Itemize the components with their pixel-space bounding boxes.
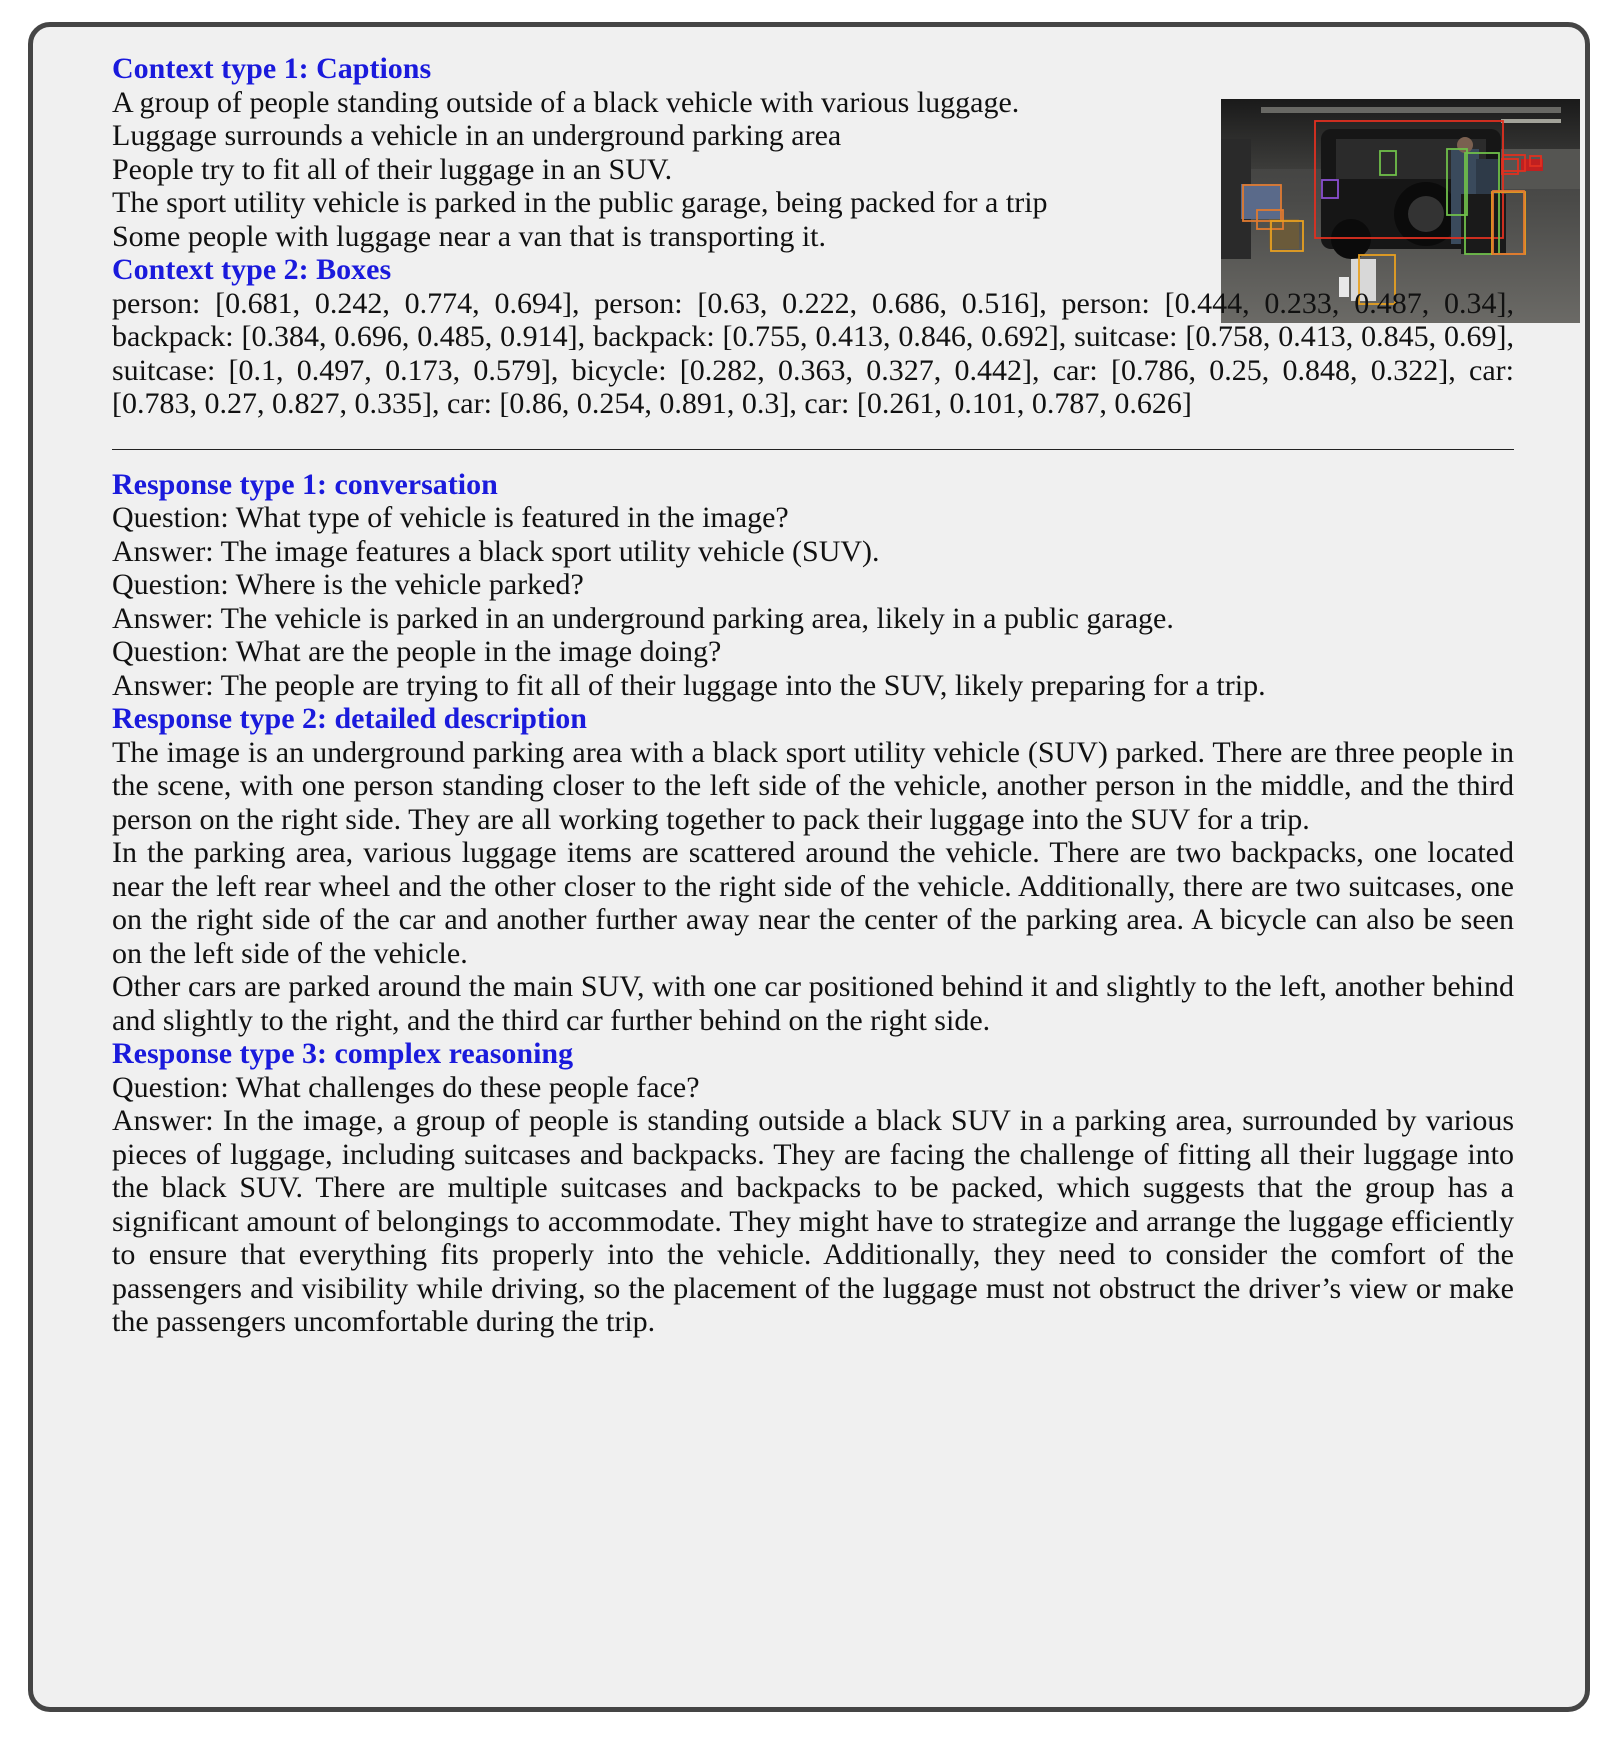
- description-paragraph: In the parking area, various luggage items are scattered around the vehicle. There are two backpacks, one located near the left rear wheel and the other closer to the right side of the vehicle. Additionally, there are two suitcases, one on the right side of the car and another further away near the center of the parking area. A bicycle can also be seen on the left side of the vehicle.: [112, 836, 1514, 970]
- caption-line: Some people with luggage near a van that is transporting it.: [112, 219, 826, 253]
- conversation-line: Answer: The vehicle is parked in an underground parking area, likely in a public garage.: [112, 601, 1174, 635]
- conversation-line: Question: What type of vehicle is featured in the image?: [112, 501, 789, 534]
- reasoning-question: Question: What challenges do these people face?: [112, 1070, 700, 1104]
- captions-list: [112, 86, 1232, 254]
- caption-line: People try to fit all of their luggage in an SUV.: [112, 152, 673, 186]
- section-divider: [112, 449, 1514, 450]
- description-paragraph: Other cars are parked around the main SUV, with one car positioned behind it and slightly to the left, another behind and slightly to the right, and the third car further behind on the right side.: [112, 970, 1514, 1037]
- captions-heading: Context type 1: Captions: [112, 52, 432, 85]
- boxes-text: person: [0.681, 0.242, 0.774, 0.694], person: [0.63, 0.222, 0.686, 0.516], person: [0.444, 0.233, 0.487, 0.34], backpack: [0.384, 0.696, 0.485, 0.914], backpack: [0.755, 0.413, 0.846, 0.692], suitcase: [0.758, 0.413, 0.845, 0.69], suitcase: [0.1, 0.497, 0.173, 0.579], bicycle: [0.282, 0.363, 0.327, 0.442], car: [0.786, 0.25, 0.848, 0.322], car: [0.783, 0.27, 0.827, 0.335], car: [0.86, 0.254, 0.891, 0.3], car: [0.261, 0.101, 0.787, 0.626]: [112, 286, 1514, 420]
- figure-content: [112, 52, 1514, 1339]
- boxes-heading: Context type 2: Boxes: [112, 253, 392, 286]
- conversation-heading: Response type 1: conversation: [112, 467, 498, 501]
- caption-line: A group of people standing outside of a black vehicle with various luggage.: [112, 85, 1020, 119]
- caption-line: The sport utility vehicle is parked in the public garage, being packed for a trip: [112, 186, 1048, 219]
- description-heading: Response type 2: detailed description: [112, 702, 587, 735]
- conversation-line: Question: What are the people in the image doing?: [112, 635, 722, 668]
- description-paragraph: The image is an underground parking area with a black sport utility vehicle (SUV) parked. There are three people in the scene, with one person standing closer to the left side of the vehicle, another person in the middle, and the third person on the right side. They are all working together to pack their luggage into the SUV for a trip.: [112, 735, 1514, 836]
- conversation-line: Answer: The image features a black sport utility vehicle (SUV).: [112, 534, 880, 568]
- conversation-line: Answer: The people are trying to fit all of their luggage into the SUV, likely preparing for a trip.: [112, 668, 1266, 702]
- conversation-line: Question: Where is the vehicle parked?: [112, 568, 584, 601]
- reasoning-answer: Answer: In the image, a group of people is standing outside a black SUV in a parking area, surrounded by various pieces of luggage, including suitcases and backpacks. They are facing the challenge of fitting all their luggage into the black SUV. There are multiple suitcases and backpacks to be packed, which suggests that the group has a significant amount of belongings to accommodate. They might have to strategize and arrange the luggage efficiently to ensure that everything fits properly into the vehicle. Additionally, they need to consider the comfort of the passengers and visibility while driving, so the placement of the luggage must not obstruct the driver’s view or make the passengers uncomfortable during the trip.: [112, 1104, 1514, 1338]
- reasoning-heading: Response type 3: complex reasoning: [112, 1037, 574, 1070]
- caption-line: Luggage surrounds a vehicle in an underground parking area: [112, 119, 842, 152]
